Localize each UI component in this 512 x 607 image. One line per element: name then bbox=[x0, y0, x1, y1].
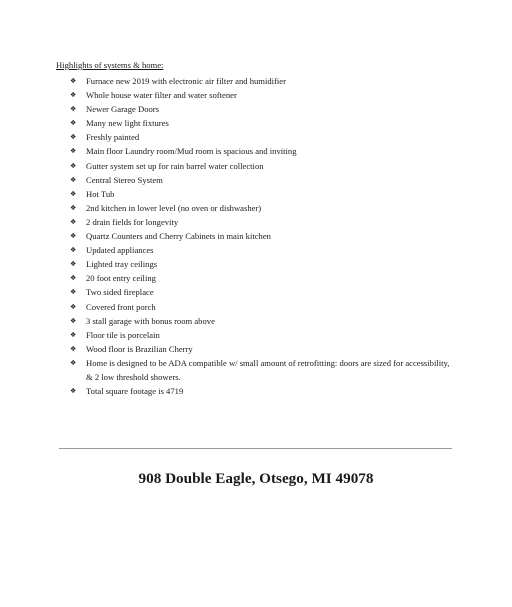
diamond-bullet-icon: ❖ bbox=[70, 161, 77, 170]
list-item bbox=[70, 201, 450, 215]
diamond-bullet-icon: ❖ bbox=[70, 274, 77, 283]
list-item bbox=[70, 342, 450, 356]
list-item-text: Updated appliances bbox=[86, 245, 154, 256]
diamond-bullet-icon: ❖ bbox=[70, 119, 77, 128]
list-item-text: Whole house water filter and water softener bbox=[86, 90, 237, 101]
diamond-bullet-icon: ❖ bbox=[70, 344, 77, 353]
list-item bbox=[70, 243, 450, 257]
list-item-text: Newer Garage Doors bbox=[86, 104, 160, 115]
diamond-bullet-icon: ❖ bbox=[70, 302, 77, 311]
diamond-bullet-icon: ❖ bbox=[70, 175, 77, 184]
list-item-text: Wood floor is Brazilian Cherry bbox=[86, 343, 193, 354]
list-item bbox=[70, 215, 450, 229]
list-item-text: 3 stall garage with bonus room above bbox=[86, 315, 215, 326]
highlights-heading: Highlights of systems & home: bbox=[56, 60, 164, 70]
diamond-bullet-icon: ❖ bbox=[70, 203, 77, 212]
list-item-text: Two sided fireplace bbox=[86, 287, 154, 298]
diamond-bullet-icon: ❖ bbox=[70, 105, 77, 114]
list-item-text: 2 drain fields for longevity bbox=[86, 216, 179, 227]
list-item bbox=[70, 159, 450, 173]
horizontal-divider bbox=[59, 448, 452, 449]
property-address: 908 Double Eagle, Otsego, MI 49078 bbox=[138, 470, 374, 487]
list-item bbox=[70, 173, 450, 187]
list-item bbox=[70, 384, 450, 398]
diamond-bullet-icon: ❖ bbox=[70, 147, 77, 156]
list-item-text: Hot Tub bbox=[86, 188, 115, 199]
list-item-text: Floor tile is porcelain bbox=[86, 329, 160, 340]
list-item-text: Furnace new 2019 with electronic air filter and humidifier bbox=[86, 76, 286, 86]
list-item bbox=[70, 285, 450, 299]
diamond-bullet-icon: ❖ bbox=[70, 330, 77, 339]
diamond-bullet-icon: ❖ bbox=[70, 217, 77, 226]
list-item bbox=[70, 271, 450, 285]
list-item-text: Central Stereo System bbox=[86, 174, 163, 185]
diamond-bullet-icon: ❖ bbox=[70, 91, 77, 100]
list-item bbox=[70, 187, 450, 201]
diamond-bullet-icon: ❖ bbox=[70, 77, 77, 85]
list-item-text: 2nd kitchen in lower level (no oven or dishwasher) bbox=[86, 202, 262, 213]
diamond-bullet-icon: ❖ bbox=[70, 133, 77, 142]
list-item-text: 20 foot entry ceiling bbox=[86, 273, 156, 284]
list-item bbox=[70, 314, 450, 328]
list-item-text: Freshly painted bbox=[86, 132, 140, 143]
list-item bbox=[70, 356, 450, 384]
diamond-bullet-icon: ❖ bbox=[70, 246, 77, 255]
list-item-text: Home is designed to be ADA compatible w/ small amount of retrofitting: doors are sized for accessibility, & 2 low threshold showers. bbox=[86, 357, 450, 382]
list-item bbox=[70, 102, 450, 116]
diamond-bullet-icon: ❖ bbox=[70, 387, 77, 396]
diamond-bullet-icon: ❖ bbox=[70, 189, 77, 198]
diamond-bullet-icon: ❖ bbox=[70, 358, 77, 367]
diamond-bullet-icon: ❖ bbox=[70, 232, 77, 241]
list-item bbox=[70, 300, 450, 314]
diamond-bullet-icon: ❖ bbox=[70, 288, 77, 297]
highlights-list bbox=[70, 74, 450, 398]
list-item-text: Many new light fixtures bbox=[86, 118, 169, 129]
list-item-text: Main floor Laundry room/Mud room is spacious and inviting bbox=[86, 146, 297, 157]
list-item bbox=[70, 257, 450, 271]
list-item bbox=[70, 88, 450, 102]
diamond-bullet-icon: ❖ bbox=[70, 316, 77, 325]
list-item bbox=[70, 328, 450, 342]
list-item-text: Quartz Counters and Cherry Cabinets in main kitchen bbox=[86, 231, 271, 242]
list-item-text: Covered front porch bbox=[86, 301, 156, 312]
list-item-text: Lighted tray ceilings bbox=[86, 259, 158, 270]
list-item-text: Total square footage is 4719 bbox=[86, 386, 184, 397]
list-item bbox=[70, 74, 450, 88]
list-item bbox=[70, 130, 450, 144]
list-item bbox=[70, 116, 450, 130]
diamond-bullet-icon: ❖ bbox=[70, 260, 77, 269]
list-item bbox=[70, 144, 450, 158]
list-item-text: Gutter system set up for rain barrel water collection bbox=[86, 160, 264, 171]
list-item bbox=[70, 229, 450, 243]
